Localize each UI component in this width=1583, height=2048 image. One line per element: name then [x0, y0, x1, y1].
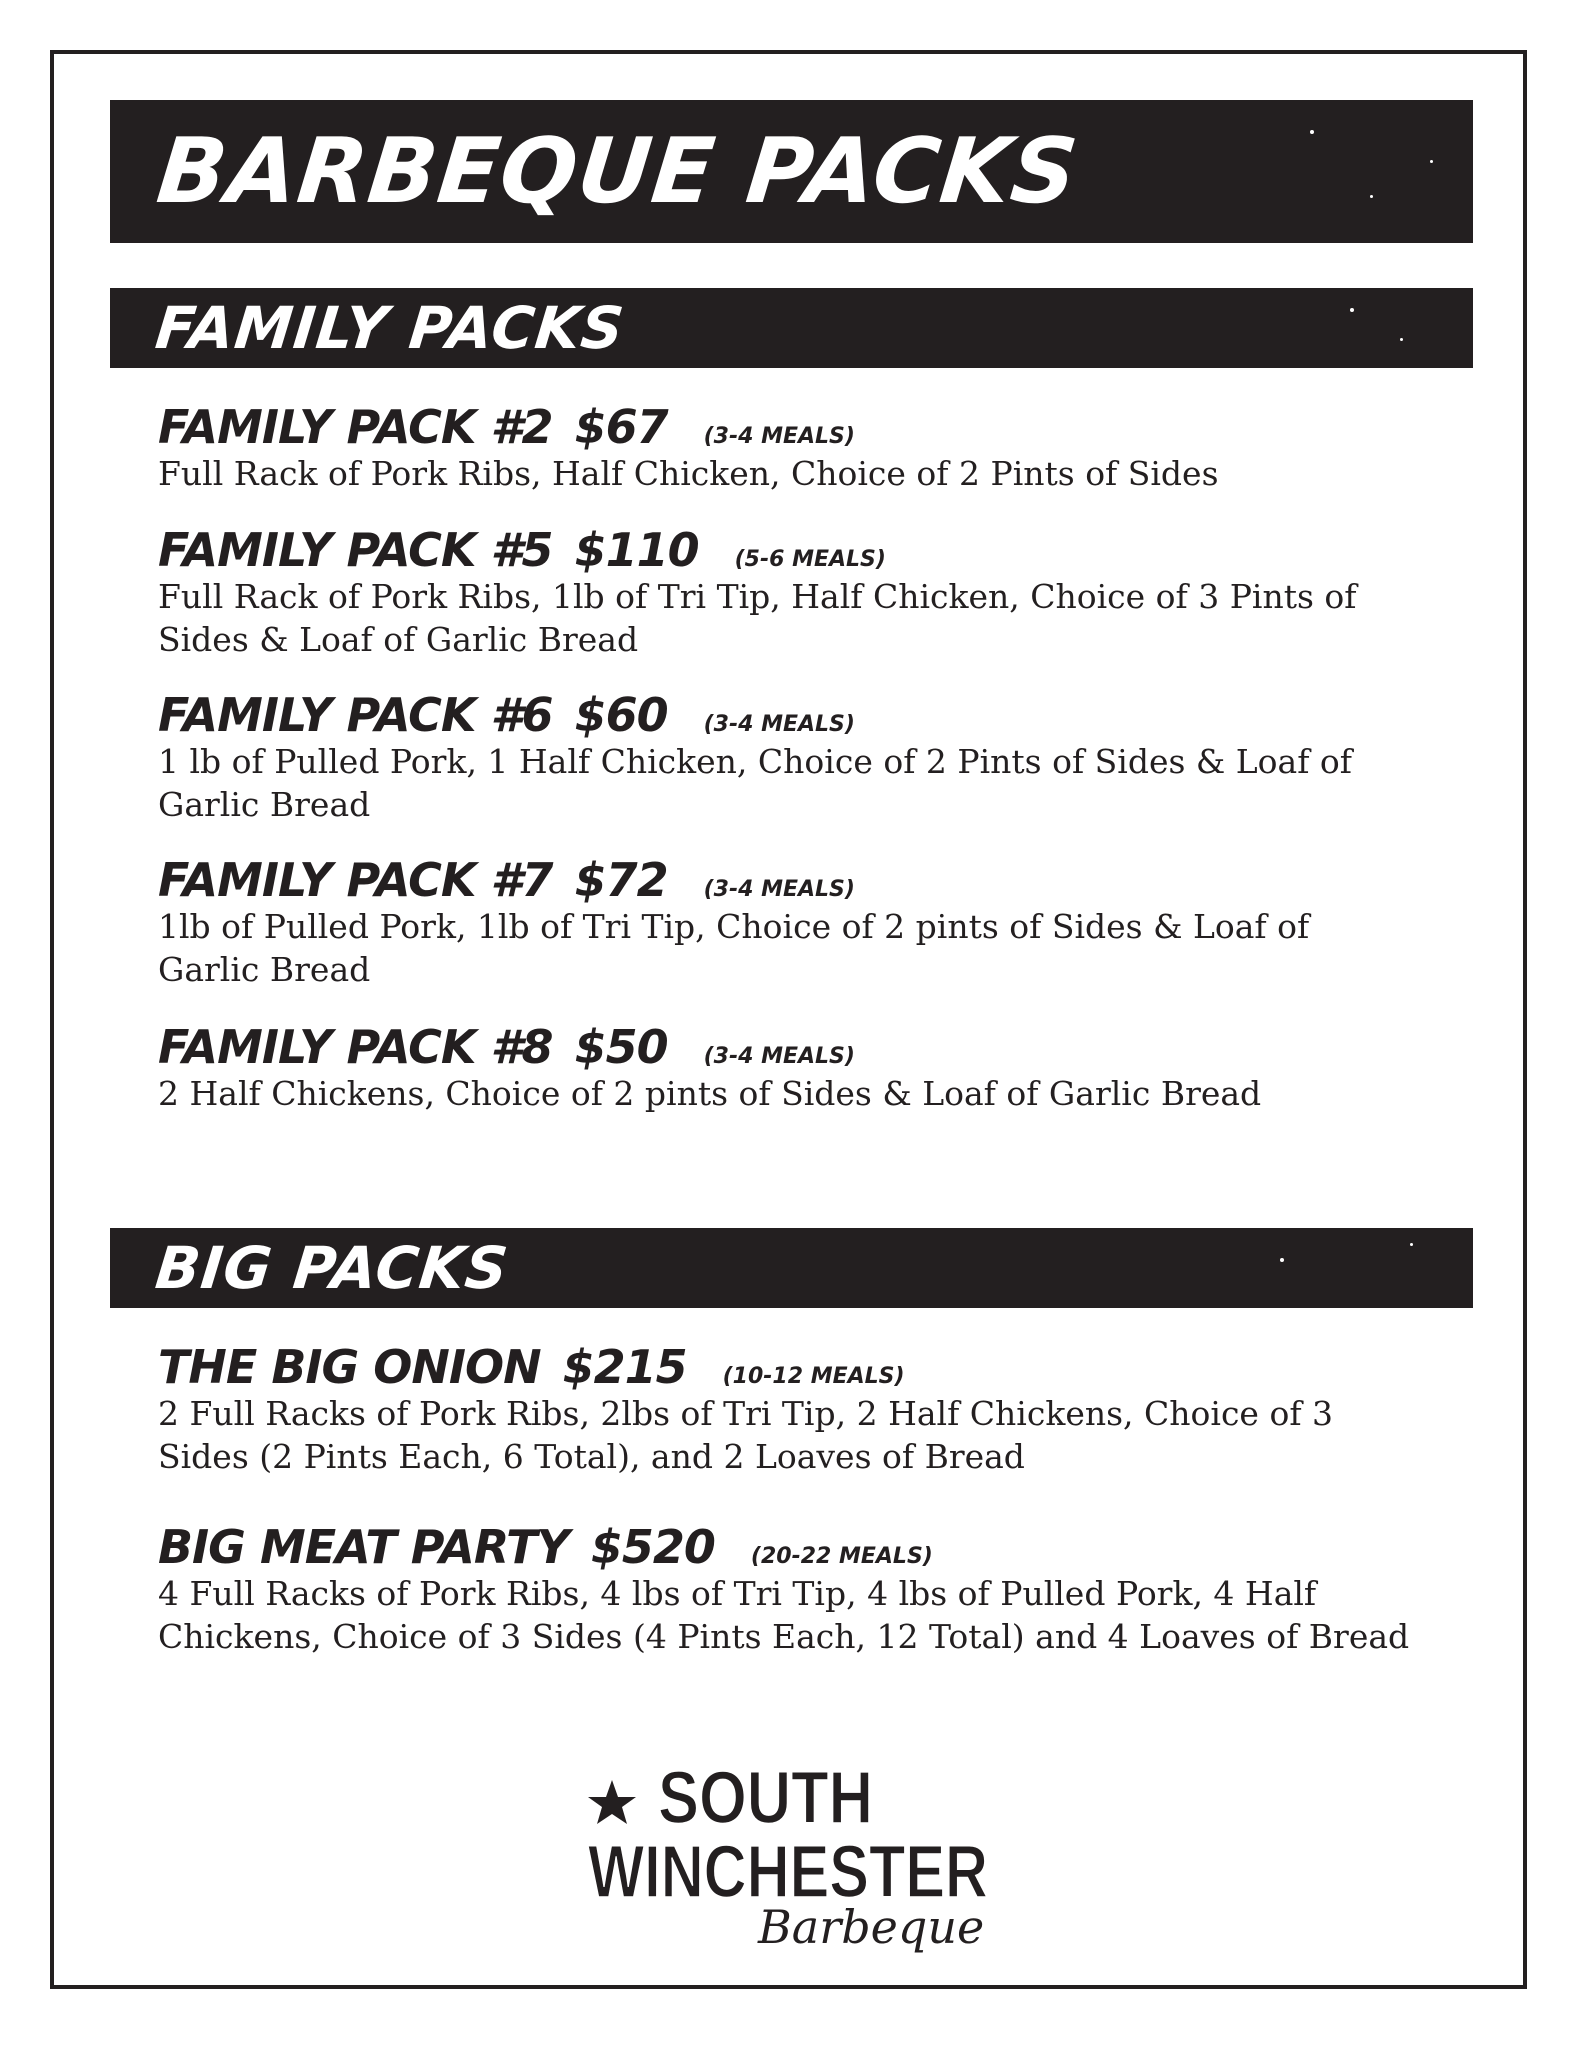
menu-item	[158, 688, 1418, 826]
item-meals: (3-4 MEALS)	[703, 424, 855, 449]
south-winchester-logo	[580, 1725, 1000, 1955]
item-name: FAMILY PACK #7	[158, 853, 553, 907]
item-description: Full Rack of Pork Ribs, 1lb of Tri Tip, Half Chicken, Choice of 3 Pints of Sides & Loaf of Garlic Bread	[158, 577, 1357, 659]
item-meals: (3-4 MEALS)	[703, 712, 855, 737]
item-meals: (20-22 MEALS)	[750, 1544, 933, 1569]
star-icon	[588, 1780, 636, 1824]
item-price: $215	[562, 1340, 687, 1394]
big-packs-banner	[110, 1228, 1473, 1308]
page-title: BARBEQUE PACKS	[152, 119, 1083, 224]
item-price: $60	[574, 688, 668, 742]
item-name: FAMILY PACK #2	[158, 400, 553, 454]
title-banner	[110, 100, 1473, 243]
section-heading: FAMILY PACKS	[152, 294, 628, 362]
item-meals: (10-12 MEALS)	[722, 1364, 905, 1389]
menu-item	[158, 853, 1418, 991]
logo-line-south: SOUTH	[658, 1756, 873, 1839]
item-name: BIG MEAT PARTY	[158, 1520, 569, 1574]
item-description: 1 lb of Pulled Pork, 1 Half Chicken, Choice of 2 Pints of Sides & Loaf of Garlic Bread	[158, 742, 1353, 824]
item-price: $50	[574, 1020, 668, 1074]
menu-item	[158, 400, 1418, 495]
item-description: 1lb of Pulled Pork, 1lb of Tri Tip, Choice of 2 pints of Sides & Loaf of Garlic Bread	[158, 907, 1310, 989]
item-name: FAMILY PACK #5	[158, 523, 553, 577]
logo-line-winchester: WINCHESTER	[588, 1830, 988, 1913]
logo-line-barbeque: Barbeque	[758, 1900, 985, 1954]
item-name: FAMILY PACK #8	[158, 1020, 553, 1074]
item-meals: (5-6 MEALS)	[734, 547, 886, 572]
item-name: FAMILY PACK #6	[158, 688, 553, 742]
item-description: Full Rack of Pork Ribs, Half Chicken, Choice of 2 Pints of Sides	[158, 454, 1219, 493]
menu-item	[158, 523, 1418, 661]
item-meals: (3-4 MEALS)	[703, 877, 855, 902]
item-description: 2 Full Racks of Pork Ribs, 2lbs of Tri Tip, 2 Half Chickens, Choice of 3 Sides (2 Pints Each, 6 Total), and 2 Loaves of Bread	[158, 1394, 1334, 1476]
item-meals: (3-4 MEALS)	[703, 1044, 855, 1069]
item-price: $110	[574, 523, 699, 577]
item-description: 2 Half Chickens, Choice of 2 pints of Sides & Loaf of Garlic Bread	[158, 1074, 1262, 1113]
menu-item	[158, 1020, 1418, 1115]
menu-item	[158, 1340, 1418, 1478]
menu-item	[158, 1520, 1418, 1658]
item-name: THE BIG ONION	[158, 1340, 541, 1394]
family-packs-banner	[110, 288, 1473, 368]
item-price: $67	[574, 400, 668, 454]
item-description: 4 Full Racks of Pork Ribs, 4 lbs of Tri Tip, 4 lbs of Pulled Pork, 4 Half Chickens, Choice of 3 Sides (4 Pints Each, 12 Total) and 4 Loaves of Bread	[158, 1574, 1410, 1656]
section-heading: BIG PACKS	[152, 1234, 512, 1302]
item-price: $72	[574, 853, 668, 907]
item-price: $520	[590, 1520, 715, 1574]
